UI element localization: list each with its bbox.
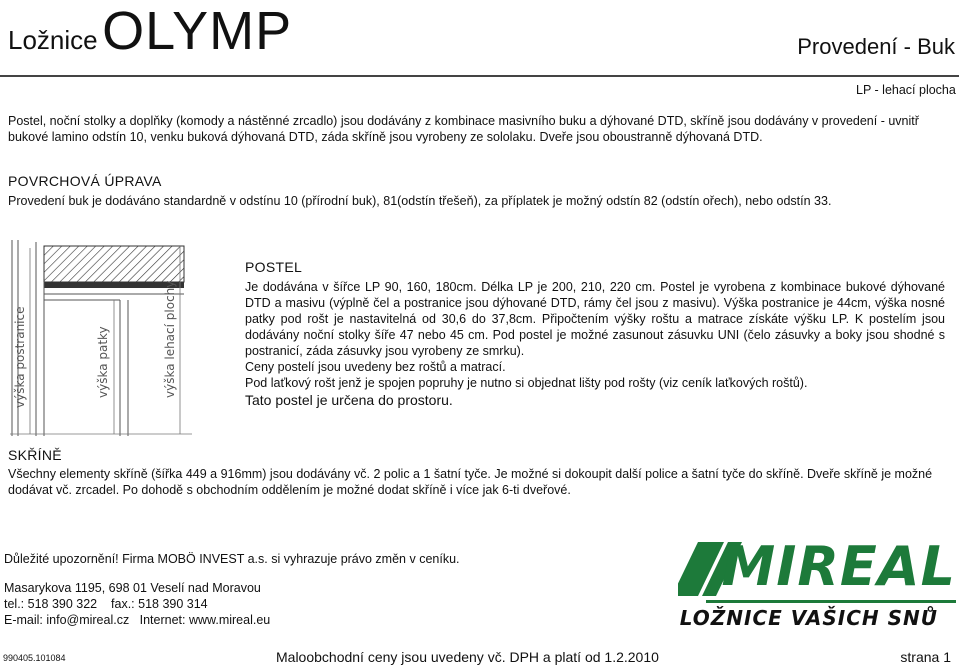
skrine-heading: SKŘÍNĚ xyxy=(8,447,62,463)
diagram-label-foot: výška patky xyxy=(96,326,110,398)
header-divider xyxy=(0,75,959,77)
surface-heading: POVRCHOVÁ ÚPRAVA xyxy=(8,173,162,189)
postel-line4: Tato postel je určena do prostoru. xyxy=(245,392,453,408)
address-block xyxy=(4,580,270,628)
mireal-logo xyxy=(678,536,956,636)
address-line3: E-mail: info@mireal.cz Internet: www.mireal.eu xyxy=(4,613,271,627)
postel-heading: POSTEL xyxy=(245,259,303,275)
postel-line3: Pod laťkový rošt jenž je spojen popruhy je nutno si objednat lišty pod rošty (viz ceník laťkových roštů). xyxy=(245,376,808,390)
postel-section xyxy=(245,259,945,409)
skrine-text: Všechny elementy skříně (šířka 449 a 916mm) jsou dodávány vč. 2 polic a 1 šatní tyče. Je možné si dokoupit další police a šatní tyče do skříně. Dveře skříně je možné dodávat vč. zrcadel. Po dohodě s obchodním oddělením je možné dodat skříně i více jak 6-ti dveřové. xyxy=(8,467,933,497)
title-main: OLYMP xyxy=(102,1,293,61)
page-title xyxy=(8,0,292,62)
lp-note: LP - lehací plocha xyxy=(856,83,956,97)
postel-text: Je dodávána v šířce LP 90, 160, 180cm. Délka LP je 200, 210, 220 cm. Postel je vyrobena z kombinace bukové dýhované DTD a masivu (výplně čel a postranice jsou dýhované DTD, rámy čel jsou z masivu). Výška postranice je 44cm, výška nosné patky pod rošt je nastavitelná od 30,6 do 37,8cm. Připočtením výšky roštu a matrace získáte výšku LP. K postelím jsou dodávány noční stolky šíře 47 nebo 45 cm. Pod postel je možné zasunout zásuvku UNI (čelo zásuvky a boky jsou shodné s postranicí, záda zásuvky jsou vyrobeny ze smrku). xyxy=(245,280,945,358)
diagram-label-frame: výška postranice xyxy=(13,306,27,408)
logo-name: MIREAL xyxy=(721,535,956,598)
skrine-section xyxy=(8,447,948,498)
surface-section xyxy=(8,173,948,209)
address-line2: tel.: 518 390 322 fax.: 518 390 314 xyxy=(4,597,208,611)
logo-tagline: LOŽNICE VAŠICH SNŮ xyxy=(679,606,938,630)
title-prefix: Ložnice xyxy=(8,25,98,55)
notice-text: Důležité upozornění! Firma MOBÖ INVEST a.s. si vyhrazuje právo změn v ceníku. xyxy=(4,552,460,566)
footer-code: 990405.101084 xyxy=(3,653,66,663)
bed-height-diagram xyxy=(10,238,192,438)
address-line1: Masarykova 1195, 698 01 Veselí nad Moravou xyxy=(4,581,261,595)
surface-text: Provedení buk je dodáváno standardně v odstínu 10 (přírodní buk), 81(odstín třešeň), za příplatek je možný odstín 82 (odstín ořech), nebo odstín 33. xyxy=(8,194,832,208)
diagram-mattress xyxy=(44,246,184,282)
diagram-label-surface: výška lehací plochy xyxy=(163,280,177,398)
footer-note: Maloobchodní ceny jsou uvedeny vč. DPH a platí od 1.2.2010 xyxy=(276,649,659,665)
postel-line2: Ceny postelí jsou uvedeny bez roštů a matrací. xyxy=(245,360,506,374)
variant-title: Provedení - Buk xyxy=(797,34,955,59)
intro-text: Postel, noční stolky a doplňky (komody a nástěnné zrcadlo) jsou dodávány z kombinace masivního buku a dýhované DTD, skříně jsou dodávány v provedení - uvnitř bukové lamino odstín 10, venku buková dýhovaná DTD, záda skříně jsou vyrobeny ze sololaku. Dveře jsou oboustranně dýhovaná DTD. xyxy=(8,114,919,144)
page-number: strana 1 xyxy=(900,649,951,665)
